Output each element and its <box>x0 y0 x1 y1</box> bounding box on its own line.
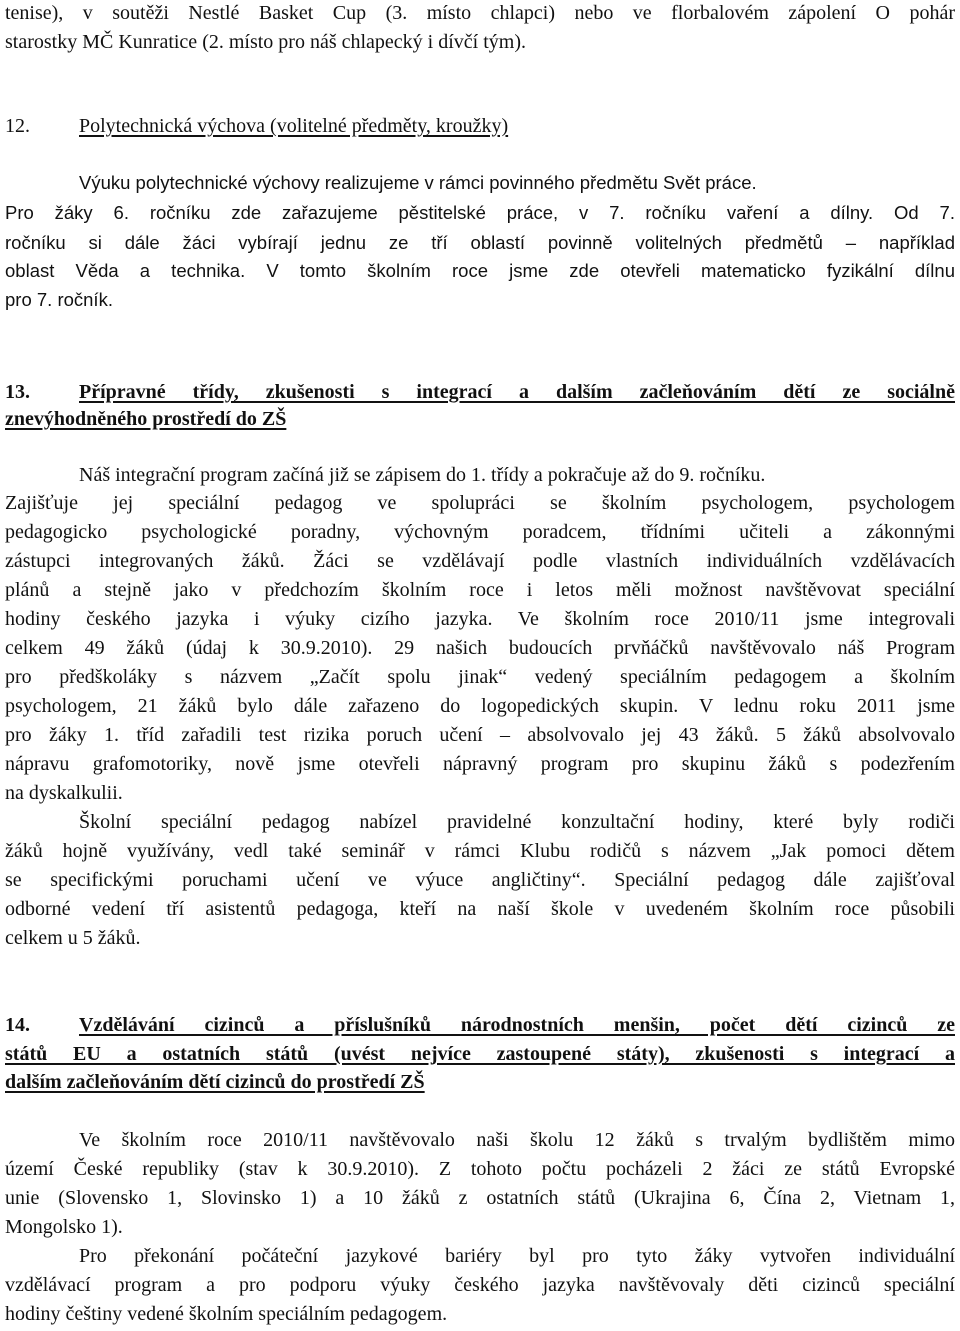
section-14-line-2: území České republiky (stav k 30.9.2010). Z tohoto počtu pocházeli 2 žáci ze států Evropské <box>5 1158 955 1180</box>
section-13-line-16: odborné vedení tří asistentů pedagoga, kteří na naší škole v uvedeném školním roce působili <box>5 898 955 920</box>
section-13-number: 13. <box>5 381 30 403</box>
section-12-line-5: pro 7. ročník. <box>5 289 113 310</box>
section-14-line-5: Pro překonání počáteční jazykové bariéry byl pro tyto žáky vytvořen individuální <box>79 1245 955 1267</box>
section-14-line-3: unie (Slovensko 1, Slovinsko 1) a 10 žáků z ostatních států (Ukrajina 6, Čína 2, Vietnam 1, <box>5 1187 955 1209</box>
section-13-title-2-row <box>5 406 955 432</box>
section-13-line-5: plánů a stejně jako v předchozím školním roce i letos měli možnost navštěvovat speciální <box>5 579 955 601</box>
section-13-line-9: psychologem, 21 žáků bylo dále zařazeno do logopedických skupin. V lednu roku 2011 jsme <box>5 695 955 717</box>
section-13-line-13: Školní speciální pedagog nabízel pravidelné konzultační hodiny, které byly rodiči <box>79 811 955 833</box>
section-12-line-1: Výuku polytechnické výchovy realizujeme v rámci povinného předmětu Svět práce. <box>79 172 757 193</box>
section-13-line-6: hodiny českého jazyka i výuky cizího jazyka. Ve školním roce 2010/11 jsme integrovali <box>5 608 955 630</box>
intro-line-1: tenise), v soutěži Nestlé Basket Cup (3. místo chlapci) nebo ve florbalovém zápolení O pohár <box>5 2 955 24</box>
section-13-line-4: zástupci integrovaných žáků. Žáci se vzdělávají podle vlastních individuálních vzdělávacích <box>5 550 955 572</box>
section-14-title-1: Vzdělávání cizinců a příslušníků národnostních menšin, počet dětí cizinců ze <box>79 1014 955 1036</box>
section-13-line-15: se specifickými poruchami učení ve výuce angličtiny“. Speciální pedagog dále zajišťoval <box>5 869 955 891</box>
section-12-line-4: oblast Věda a technika. V tomto školním roce jsme zde otevřeli matematicko fyzikální dílnu <box>5 260 955 281</box>
section-14-heading <box>5 1012 955 1038</box>
section-14-line-1: Ve školním roce 2010/11 navštěvovalo naši školu 12 žáků s trvalým bydlištěm mimo <box>79 1129 955 1151</box>
section-12-heading <box>5 113 955 139</box>
section-13-line-7: celkem 49 žáků (údaj k 30.9.2010). 29 našich budoucích prvňáčků navštěvovalo náš Program <box>5 637 955 659</box>
section-12-title: Polytechnická výchova (volitelné předměty, kroužky) <box>79 115 509 137</box>
section-14-title-2: států EU a ostatních států (uvést nejvíce zastoupené státy), zkušenosti s integrací a <box>5 1043 955 1065</box>
section-13-line-8: pro předškoláky s názvem „Začít spolu jinak“ vedený speciálním pedagogem a školním <box>5 666 955 688</box>
section-12-number: 12. <box>5 115 30 137</box>
section-14-title-3-row <box>5 1069 955 1095</box>
section-14-line-7: hodiny češtiny vedené školním speciálním pedagogem. <box>5 1303 448 1325</box>
section-13-heading <box>5 379 955 405</box>
section-13-line-17: celkem u 5 žáků. <box>5 927 141 949</box>
section-13-line-3: pedagogicko psychologické poradny, výchovným poradcem, třídními učiteli a zákonnými <box>5 521 955 543</box>
section-14-line-6: vzdělávací program a pro podporu výuky českého jazyka navštěvovaly děti cizinců speciální <box>5 1274 955 1296</box>
section-13-line-1: Náš integrační program začíná již se zápisem do 1. třídy a pokračuje až do 9. ročníku. <box>79 464 766 486</box>
section-13-line-11: nápravu grafomotoriky, nově jsme otevřeli nápravný program pro skupinu žáků s podezřením <box>5 753 955 775</box>
section-14-number: 14. <box>5 1014 30 1036</box>
section-13-line-14: žáků hojně využívány, vedl také seminář v rámci Klubu rodičů s názvem „Jak pomoci dětem <box>5 840 955 862</box>
intro-line-2: starostky MČ Kunratice (2. místo pro náš chlapecký i dívčí tým). <box>5 31 527 53</box>
section-13-title-1: Přípravné třídy, zkušenosti s integrací a dalším začleňováním dětí ze sociálně <box>79 381 955 403</box>
section-13-line-12: na dyskalkulii. <box>5 782 123 804</box>
section-12-line-2: Pro žáky 6. ročníku zde zařazujeme pěstitelské práce, v 7. ročníku vaření a dílny. Od 7. <box>5 202 955 223</box>
section-13-line-2: Zajišťuje jej speciální pedagog ve spolupráci se školním psychologem, psychologem <box>5 492 955 514</box>
section-14-title-2-row <box>5 1041 955 1067</box>
section-13-title-2: znevýhodněného prostředí do ZŠ <box>5 408 287 430</box>
section-13-line-10: pro žáky 1. tříd zařadili test rizika poruch učení – absolvovalo jej 43 žáků. 5 žáků absolvovalo <box>5 724 955 746</box>
section-12-line-3: ročníku si dále žáci vybírají jednu ze tří oblastí povinně volitelných předmětů – například <box>5 232 955 253</box>
section-14-title-3: dalším začleňováním dětí cizinců do prostředí ZŠ <box>5 1071 425 1093</box>
section-14-line-4: Mongolsko 1). <box>5 1216 123 1238</box>
